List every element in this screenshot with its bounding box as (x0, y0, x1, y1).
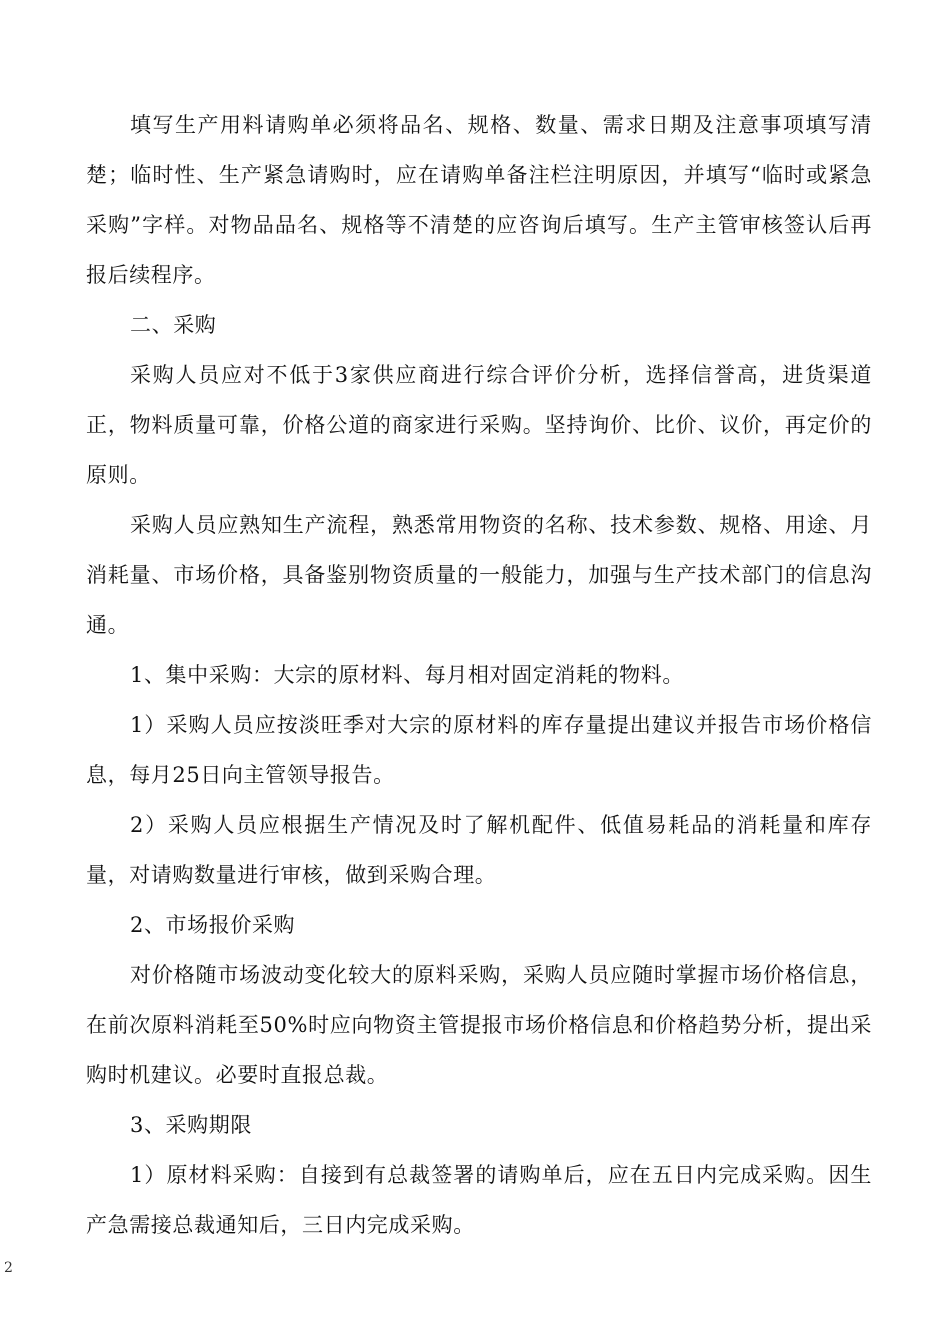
paragraph-price-fluctuation: 对价格随市场波动变化较大的原料采购，采购人员应随时掌握市场价格信息，在前次原料消耗至50%时应向物资主管提报市场价格信息和价格趋势分析，提出采购时机建议。必要时直报总裁。 (86, 963, 872, 1087)
paragraph-seasonal-inventory: 1）采购人员应按淡旺季对大宗的原材料的库存量提出建议并报告市场价格信息，每月25日向主管领导报告。 (86, 713, 872, 787)
subheading-market-quote: 2、市场报价采购 (130, 913, 296, 937)
section-heading-procurement: 二、采购 (130, 313, 217, 337)
paragraph-purchaser-knowledge: 采购人员应熟知生产流程，熟悉常用物资的名称、技术参数、规格、用途、月消耗量、市场价格，具备鉴别物资质量的一般能力，加强与生产技术部门的信息沟通。 (86, 513, 872, 637)
paragraph-raw-material-deadline: 1）原材料采购：自接到有总裁签署的请购单后，应在五日内完成采购。因生产急需接总裁通知后，三日内完成采购。 (86, 1163, 872, 1237)
subheading-purchase-deadline: 3、采购期限 (130, 1113, 252, 1137)
paragraph-supplier-evaluation: 采购人员应对不低于3家供应商进行综合评价分析，选择信誉高，进货渠道正，物料质量可靠，价格公道的商家进行采购。坚持询价、比价、议价，再定价的原则。 (86, 363, 872, 487)
page-number: 2 (4, 1260, 13, 1276)
paragraph-requisition-form: 填写生产用料请购单必须将品名、规格、数量、需求日期及注意事项填写清楚；临时性、生产紧急请购时，应在请购单备注栏注明原因，并填写“临时或紧急采购”字样。对物品品名、规格等不清楚的应咨询后填写。生产主管审核签认后再报后续程序。 (86, 113, 872, 287)
paragraph-centralized-purchasing: 1、集中采购：大宗的原材料、每月相对固定消耗的物料。 (130, 663, 684, 687)
document-body (86, 100, 872, 1250)
paragraph-parts-consumption: 2）采购人员应根据生产情况及时了解机配件、低值易耗品的消耗量和库存量，对请购数量进行审核，做到采购合理。 (86, 813, 872, 887)
